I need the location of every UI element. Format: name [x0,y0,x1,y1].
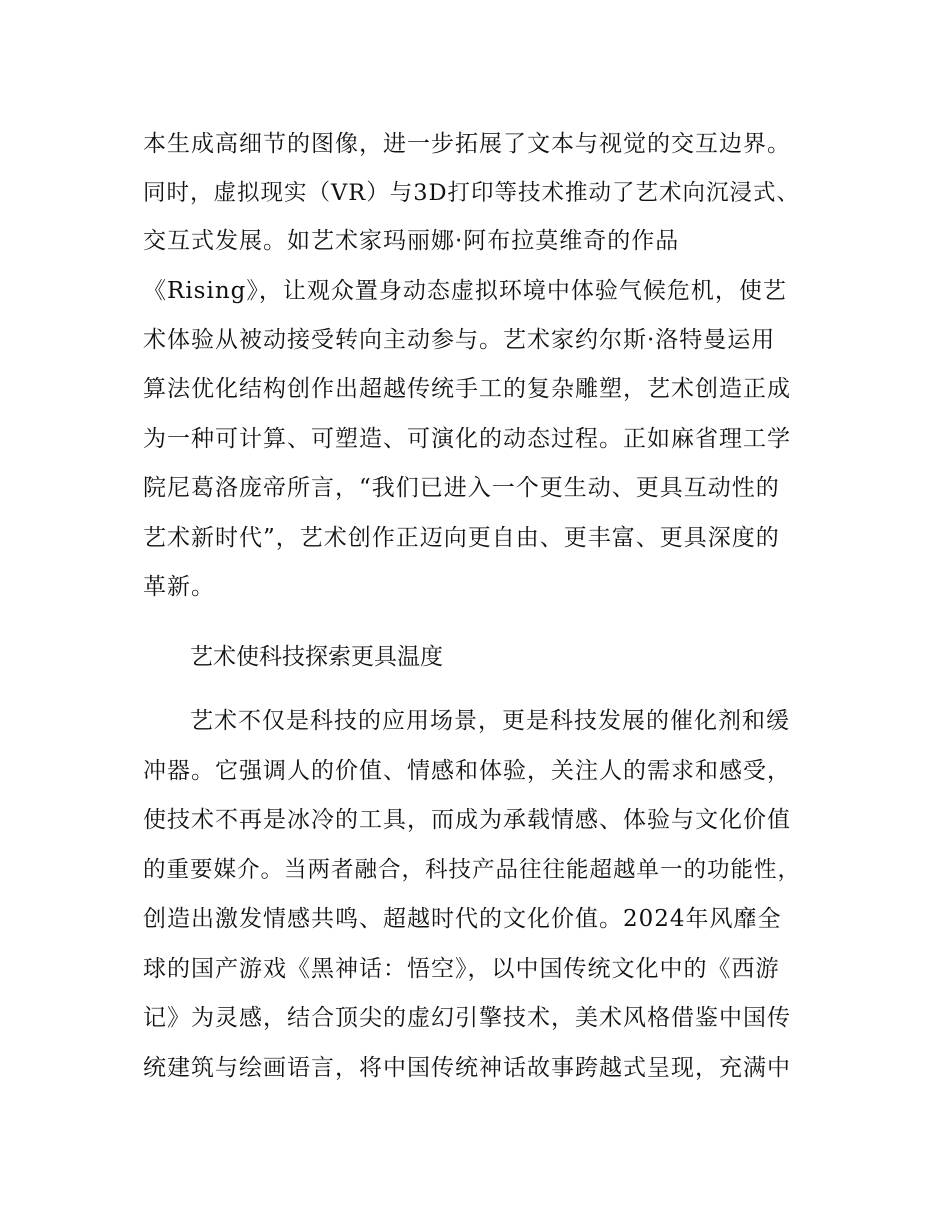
paragraph-1-line: 院尼葛洛庞帝所言，“我们已进入一个更生动、更具互动性的 [143,475,780,501]
paragraph-2-line: 球的国产游戏《黑神话：悟空》，以中国传统文化中的《西游 [143,956,780,982]
section-heading: 艺术使科技探索更具温度 [190,644,443,670]
paragraph-1-line: 艺术新时代”，艺术创作正迈向更自由、更丰富、更具深度的 [143,525,780,551]
paragraph-1-line: 革新。 [143,574,215,600]
paragraph-2-line: 冲器。它强调人的价值、情感和体验，关注人的需求和感受， [143,758,791,784]
paragraph-1-line: 本生成高细节的图像，进一步拓展了文本与视觉的交互边界。 [143,131,791,157]
paragraph-1-line: 《Rising》，让观众置身动态虚拟环境中体验气候危机，使艺 [143,278,787,304]
paragraph-1-line: 同时，虚拟现实（VR）与3D打印等技术推动了艺术向沉浸式、 [143,180,801,206]
paragraph-2-line: 使技术不再是冰冷的工具，而成为承载情感、体验与文化价值 [143,807,791,833]
paragraph-2-line: 记》为灵感，结合顶尖的虚幻引擎技术，美术风格借鉴中国传 [143,1005,791,1031]
paragraph-1-line: 交互式发展。如艺术家玛丽娜·阿布拉莫维奇的作品 [143,228,680,254]
paragraph-1-line: 为一种可计算、可塑造、可演化的动态过程。正如麻省理工学 [143,426,791,452]
paragraph-1-line: 算法优化结构创作出超越传统手工的复杂雕塑，艺术创造正成 [143,376,791,402]
paragraph-2-line: 统建筑与绘画语言，将中国传统神话故事跨越式呈现，充满中 [143,1055,791,1081]
paragraph-1-line: 术体验从被动接受转向主动参与。艺术家约尔斯·洛特曼运用 [143,327,776,353]
paragraph-2-line: 的重要媒介。当两者融合，科技产品往往能超越单一的功能性， [143,857,802,883]
paragraph-2-line: 艺术不仅是科技的应用场景，更是科技发展的催化剂和缓 [190,708,790,734]
paragraph-2-line: 创造出激发情感共鸣、超越时代的文化价值。2024年风靡全 [143,906,782,932]
